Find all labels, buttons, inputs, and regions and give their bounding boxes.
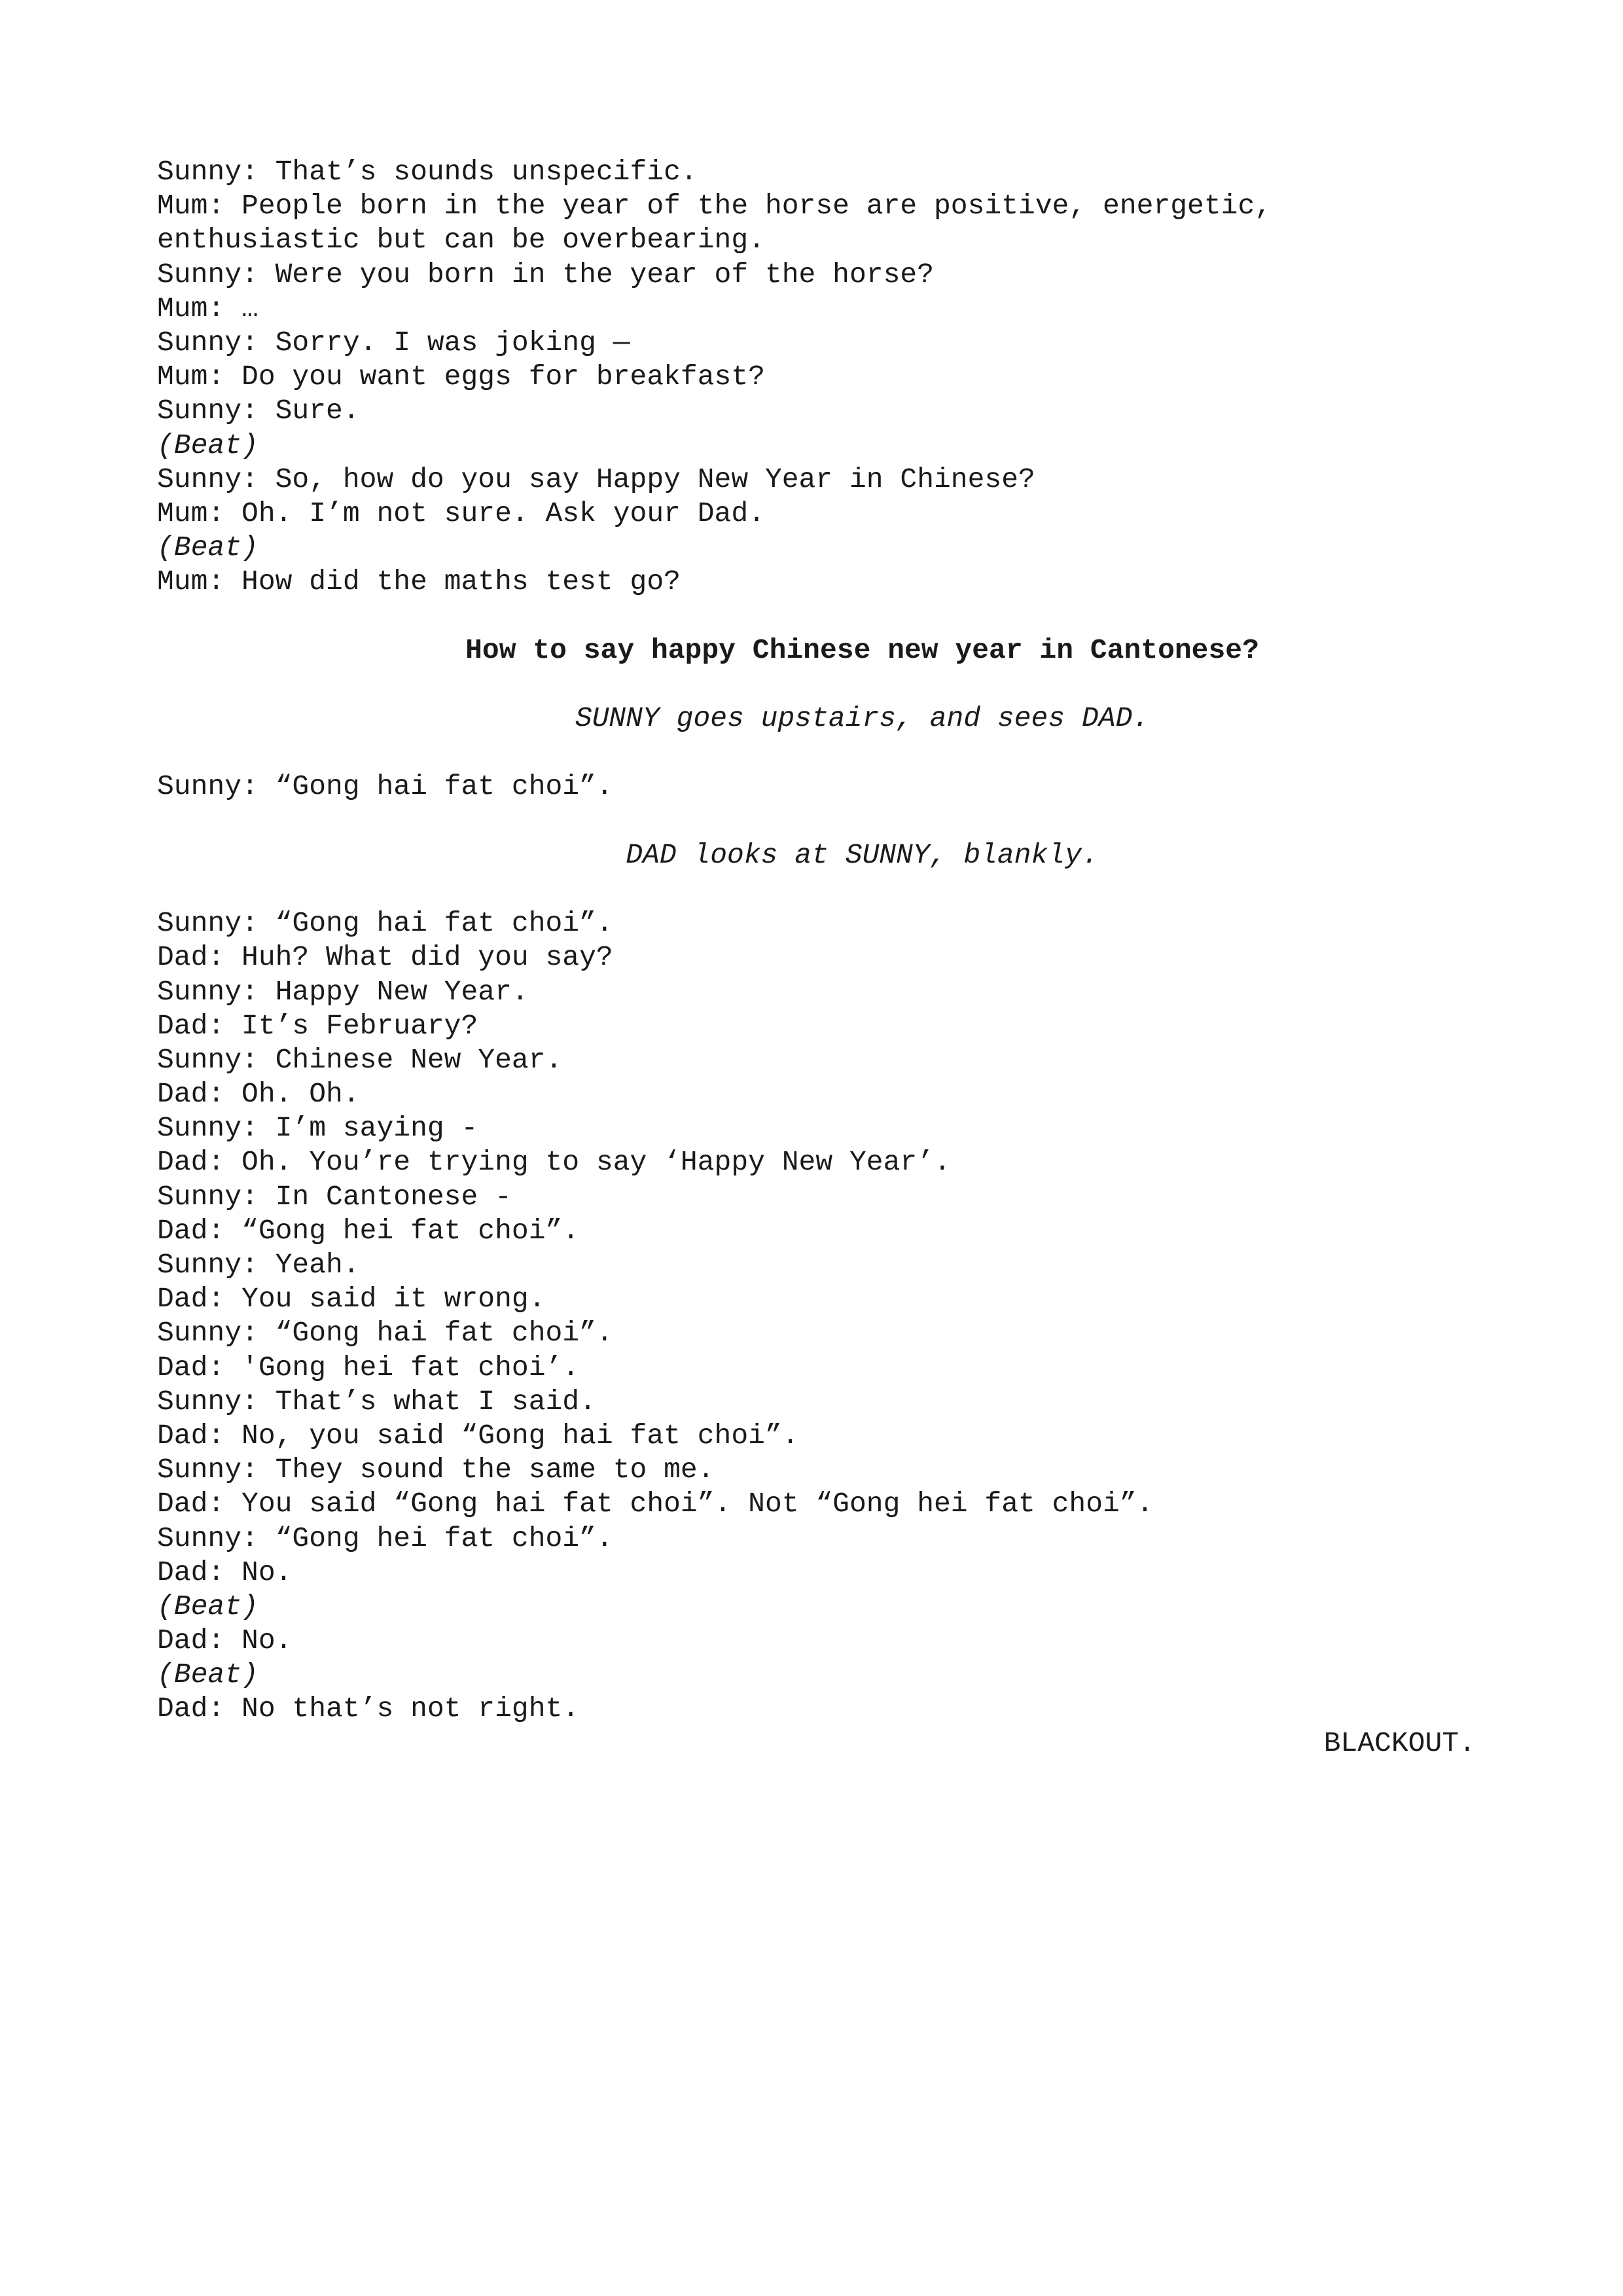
dialogue-line: Sunny: “Gong hei fat choi”. [157,1522,613,1554]
spacer [157,668,1476,702]
dialogue-block-2 [157,906,1476,1727]
stage-direction: SUNNY goes upstairs, and sees DAD. [575,702,1150,734]
dialogue-line: Dad: You said it wrong. [157,1283,546,1316]
dialogue-line: Dad: Oh. You’re trying to say ‘Happy New Year’. [157,1146,951,1179]
dialogue-line: Sunny: In Cantonese - [157,1180,512,1213]
dialogue-line: Dad: Huh? What did you say? [157,941,613,974]
dialogue-line: Dad: Oh. Oh. [157,1078,360,1111]
dialogue-line: Dad: No, you said “Gong hai fat choi”. [157,1419,799,1452]
stage-direction: (Beat) [157,1590,259,1623]
dialogue-line: Mum: Do you want eggs for breakfast? [157,361,765,393]
dialogue-line: Sunny: They sound the same to me. [157,1454,715,1486]
spacer [157,872,1476,906]
stage-direction: (Beat) [157,1659,259,1691]
stage-direction: (Beat) [157,429,259,461]
dialogue-line: Mum: People born in the year of the horse are positive, energetic, [157,190,1272,223]
stage-direction: (Beat) [157,531,259,564]
dialogue-line: Dad: “Gong hei fat choi”. [157,1214,580,1247]
dialogue-line: Sunny: That’s what I said. [157,1385,596,1418]
dialogue-line: Sunny: Yeah. [157,1249,360,1281]
dialogue-line: Mum: … [157,292,259,325]
dialogue-line: Sunny: “Gong hai fat choi”. [157,1317,613,1350]
dialogue-line: Dad: You said “Gong hai fat choi”. Not “Gong hei fat choi”. [157,1488,1154,1520]
dialogue-line: Sunny: Were you born in the year of the horse? [157,258,934,291]
spacer [157,736,1476,770]
dialogue-line: Sunny: “Gong hai fat choi”. [157,770,613,803]
dialogue-line: Sunny: Happy New Year. [157,975,529,1008]
spacer [157,804,1476,838]
scene-heading: How to say happy Chinese new year in Cantonese? [465,634,1259,666]
ending-cue: BLACKOUT. [1323,1727,1476,1759]
dialogue-line: Dad: It’s February? [157,1009,478,1042]
dialogue-line: Sunny: That’s sounds unspecific. [157,156,698,188]
spacer [157,599,1476,633]
dialogue-line: Dad: No that’s not right. [157,1693,580,1725]
dialogue-line: Sunny: Sure. [157,395,360,427]
dialogue-line: Sunny: So, how do you say Happy New Year in Chinese? [157,463,1035,495]
dialogue-line: Dad: No. [157,1624,293,1657]
dialogue-line: enthusiastic but can be overbearing. [157,224,765,257]
dialogue-line: Sunny: “Gong hai fat choi”. [157,907,613,940]
dialogue-line: Mum: How did the maths test go? [157,565,681,598]
dialogue-line: Sunny: Sorry. I was joking — [157,326,630,359]
dialogue-block-1 [157,155,1476,599]
dialogue-line: Dad: No. [157,1556,293,1588]
dialogue-line: Mum: Oh. I’m not sure. Ask your Dad. [157,497,765,529]
dialogue-line: Dad: 'Gong hei fat choi’. [157,1351,580,1384]
script-page [157,155,1476,1761]
dialogue-line: Sunny: Chinese New Year. [157,1043,563,1076]
dialogue-line: Sunny: I’m saying - [157,1112,478,1145]
stage-direction: DAD looks at SUNNY, blankly. [626,838,1099,871]
